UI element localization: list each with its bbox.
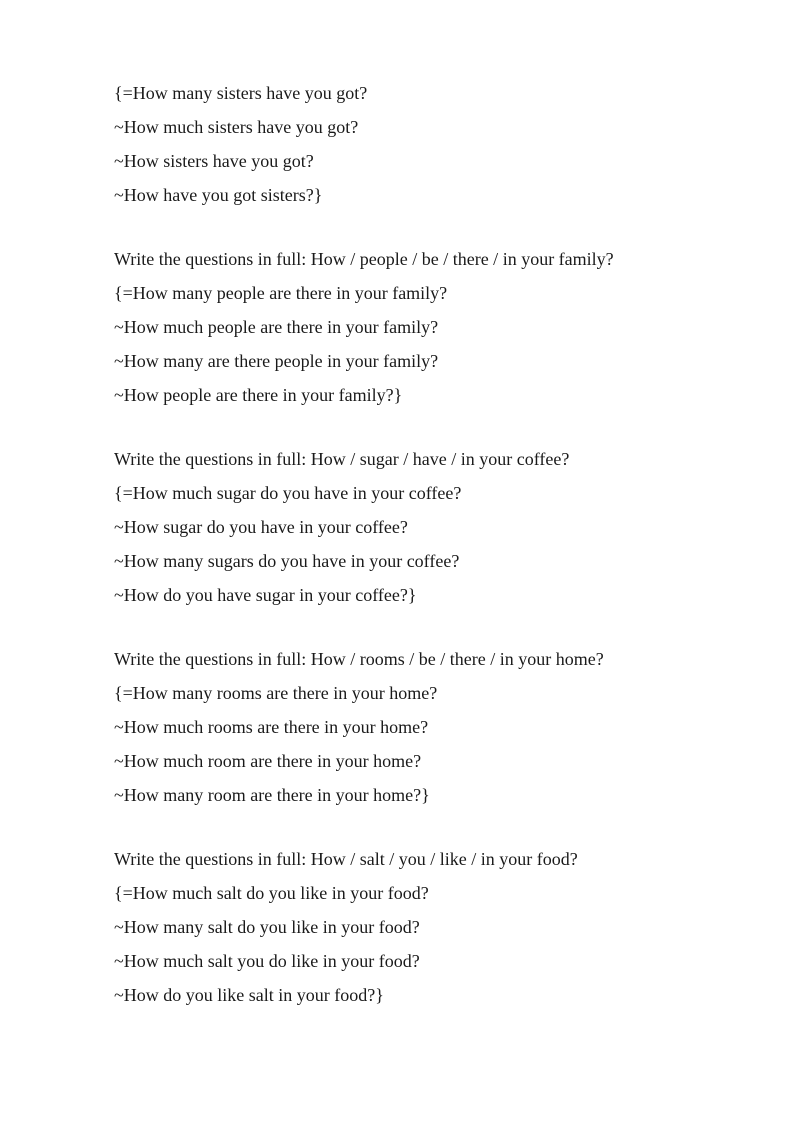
answer-option: ~How people are there in your family?} xyxy=(114,385,403,405)
question-prompt: Write the questions in full: How / rooms / be / there / in your home? xyxy=(114,649,604,669)
answer-option: ~How have you got sisters?} xyxy=(114,185,323,205)
answer-option: ~How many room are there in your home?} xyxy=(114,785,430,805)
answer-option: ~How much room are there in your home? xyxy=(114,751,422,771)
block-spacer xyxy=(114,612,754,642)
answer-option-correct: {=How many people are there in your family? xyxy=(114,283,448,303)
question-prompt: Write the questions in full: How / salt / you / like / in your food? xyxy=(114,849,578,869)
answer-option: ~How do you like salt in your food?} xyxy=(114,985,384,1005)
answer-option: ~How sugar do you have in your coffee? xyxy=(114,517,408,537)
answer-option-correct: {=How much salt do you like in your food? xyxy=(114,883,429,903)
block-spacer xyxy=(114,812,754,842)
answer-option-correct: {=How much sugar do you have in your coffee? xyxy=(114,483,462,503)
answer-option: ~How many are there people in your family? xyxy=(114,351,439,371)
answer-option-correct: {=How many sisters have you got? xyxy=(114,83,368,103)
answer-option: ~How much rooms are there in your home? xyxy=(114,717,429,737)
answer-option: ~How do you have sugar in your coffee?} xyxy=(114,585,417,605)
answer-option: ~How much people are there in your family? xyxy=(114,317,439,337)
answer-option-correct: {=How many rooms are there in your home? xyxy=(114,683,438,703)
answer-option: ~How many salt do you like in your food? xyxy=(114,917,420,937)
question-block-4 xyxy=(114,642,754,812)
answer-option: ~How many sugars do you have in your coffee? xyxy=(114,551,460,571)
question-block-1 xyxy=(114,76,754,212)
question-block-2 xyxy=(114,242,754,412)
block-spacer xyxy=(114,212,754,242)
answer-option: ~How much salt you do like in your food? xyxy=(114,951,420,971)
question-prompt: Write the questions in full: How / sugar / have / in your coffee? xyxy=(114,449,570,469)
question-block-5 xyxy=(114,842,754,1012)
answer-option: ~How sisters have you got? xyxy=(114,151,314,171)
question-block-3 xyxy=(114,442,754,612)
answer-option: ~How much sisters have you got? xyxy=(114,117,359,137)
question-prompt: Write the questions in full: How / people / be / there / in your family? xyxy=(114,249,614,269)
block-spacer xyxy=(114,412,754,442)
document-page xyxy=(114,76,754,1012)
